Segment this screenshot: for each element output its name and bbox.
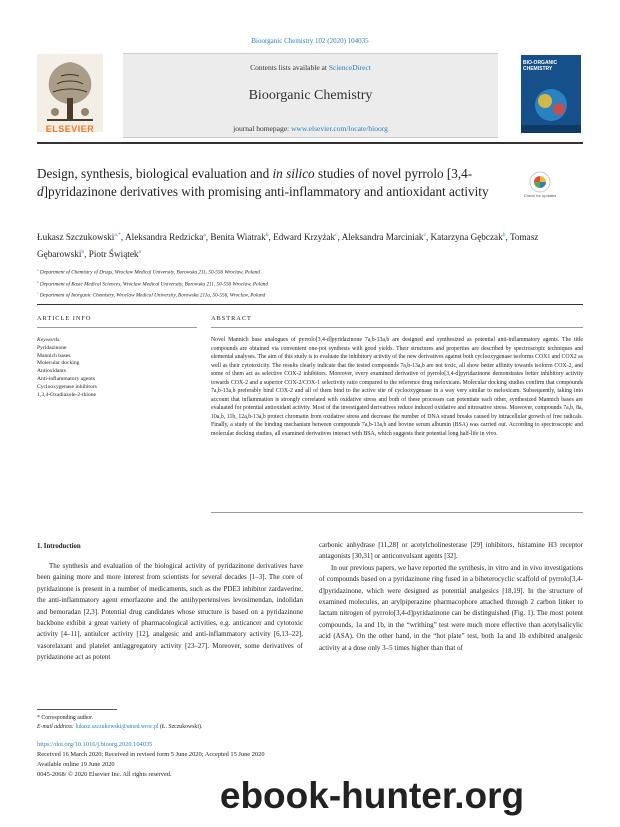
author-affiliation-marker[interactable]: c [423, 232, 426, 238]
author-name: Benita Wiatrak [210, 232, 266, 243]
journal-name: Bioorganic Chemistry [248, 88, 373, 103]
author-affiliation-marker[interactable]: a [138, 249, 141, 256]
abstract-bottom-rule [211, 512, 583, 513]
elsevier-wordmark: ELSEVIER [45, 124, 95, 134]
author-affiliation-marker[interactable]: b [81, 249, 85, 256]
check-for-updates-icon[interactable] [527, 170, 553, 206]
introduction-column-2 [319, 540, 583, 654]
author-name: Tomasz Gębarowski [37, 232, 539, 260]
copyright-line: 0045-2068/ © 2020 Elsevier Inc. All rights reserved. [37, 771, 172, 778]
author-name: Aleksandra Redzicka [125, 232, 204, 243]
author-name: Aleksandra Marciniak [341, 232, 424, 243]
contents-prefix: Contents lists available at [250, 63, 329, 72]
received-dates: Received 16 March 2020; Received in revised form 5 June 2020; Accepted 15 June 2020 [37, 751, 265, 758]
abstract-heading: ABSTRACT [211, 315, 252, 322]
affiliation-line [37, 278, 583, 290]
journal-reference[interactable]: Bioorganic Chemistry 102 (2020) 104035 [251, 37, 369, 45]
affiliation-marker: a [37, 268, 39, 272]
keyword-item: Mannich bases [37, 352, 71, 359]
email-link[interactable]: lukasz.szczukowski@umed.wroc.pl [75, 723, 159, 730]
keywords-block [37, 337, 197, 399]
abstract-text: Novel Mannich base analogues of pyrrolo[3,4-d]pyridazinone 7a,b-13a,b are designed and synthesized as potential anti-inflammatory agents. The title compounds are obtained via convenient one-pot synthesis with good yields. Their structures and properties are described by spectroscopic techniques and elemental analyses. The aim of this study is to evaluate the inhibitory activity of the new derivatives against both cyclooxygenase isoforms COX1 and COX2 as well as their cytotoxicity. The results clearly indicate that the tested compounds 7a,b-13a,b are not toxic, all show better affinity towards isoform COX-2, and some of them act as selective COX-2 inhibitors. Moreover, every examined derivative of pyrrolo[3,4-d]pyridazinone demonstrates better inhibitory activity towards COX-2 and a superior COX-2/COX-1 selectivity ratio compared to the reference drug meloxicam. Molecular docking studies confirm that compounds 7a,b-13a,b preferably bind COX-2 and all of them bind to the active site of cyclooxygenase in a way very similar to meloxicam. Subsequently, taking into account that inflammation is strongly correlated with oxidative stress and both of these processes can potentiate each other, synthesized Mannich bases are evaluated for potential antioxidant activity. Most of the investigated derivatives reduce induced oxidative and nitrosative stress. Moreover, compounds 7a,b, 8a, 10a,b, 11b, 12a,b-13a,b protect chromatin from oxidative stress and decrease the number of DNA strand breaks caused by intracellular growth of free radicals. Finally, a study of the binding mechanism between compounds 7a,b-13a,b and bovine serum albumin (BSA) was carried out. According to spectroscopic and molecular docking studies, all examined derivatives interact with BSA, which suggests their potential long half-life in vivo. [211, 337, 583, 437]
check-for-updates-label: Check for updates [523, 193, 557, 198]
intro-paragraph: In our previous papers, we have reported the synthesis, in vitro and in vivo investigations of compounds based on a pyridazinone ring fused in a biheterocyclic scaffold of pyrrolo[3,4-d]pyridazinone, which were designed as potential analgesics [18,19]. In the structure of examined molecules, an arylpiperazine pharmacophore attached through 2 carbon linker to lactam nitrogen of pyrrolo[3,4-d]pyridazinone can be distinguished (Fig. 1). The most potent compounds, 1a and 1b, in the “writhing” test were much more effective than acetylsalicylic acid (ASA). On the other hand, in the “hot plate” test, both 1a and 1b exhibited analgesic activity at a dose only 3–5 times higher than that of [319, 563, 583, 652]
keyword-item: Cyclooxygenase inhibitors [37, 383, 97, 390]
intro-paragraph: carbonic anhydrase [11,28] or acetylcholinesterase [29] inhibitors, histamine H3 receptor antagonists [30,31] or anticonvulsant agents [32]. [319, 541, 583, 561]
author-name: Łukasz Szczukowski [37, 232, 115, 243]
homepage-link[interactable]: www.elsevier.com/locate/bioorg [291, 124, 388, 133]
author-name: Katarzyna Gębczak [430, 232, 503, 243]
author-affiliation-marker[interactable]: a [203, 232, 206, 238]
contents-line [123, 63, 498, 72]
author-name: Piotr Świątek [88, 249, 139, 260]
author-list: Łukasz Szczukowski$^{a,*}$, Aleksandra Redzicka$^a$, Benita Wiatrak$^b$, Edward Krzyżak$^c$, Aleksandra Marciniak$^c$, Katarzyna Gębczak$^b$, Tomasz Gębarowski$^b$, Piotr Świątek$^a$ [37, 232, 539, 260]
intro-paragraph: The synthesis and evaluation of the biological activity of pyridazinone derivatives have been gaining more and more interest from scientists for several decades [1–3]. The core of pyridazinone is present in a number of medicaments, such as the PDE3 inhibitor zardaverine, the anti-inflammatory agent emorfazone and the antihypertensives levosimendan, indolidan and bemoradan [2,3]. Potential drug candidates whose structure is based on a pyridazinone backbone exhibit a great variety of pharmacological activities, e.g. anticancer and cytotoxic activity [4–11], antiulcer activity [12], analgesic and anti-inflammatory activity [6,13–22], vasorelaxant and platelet antiaggregatory activity [23–27]. Moreover, some derivatives of pyridazinone act as potent [37, 562, 303, 662]
homepage-prefix: journal homepage: [233, 124, 292, 133]
author-affiliation-marker[interactable]: c [335, 232, 338, 238]
author-affiliation-marker[interactable]: a,* [114, 232, 121, 238]
keyword-item: Pyridazinone [37, 344, 67, 351]
abstract-rule [211, 327, 583, 328]
affiliation-text: Department of Chemistry of Drugs, Wroclaw Medical University, Borowska 211, 50-556 Wroclaw, Poland [38, 269, 260, 276]
title-italic: in silico [272, 166, 315, 181]
homepage-line [123, 124, 498, 133]
author-affiliation-marker[interactable]: b [502, 232, 506, 238]
title-part: studies of novel pyrrolo [3,4- [314, 166, 473, 181]
keywords-list [37, 345, 197, 400]
introduction-column-1 [37, 561, 303, 664]
author-affiliation-marker[interactable]: b [265, 232, 269, 238]
affiliation-line [37, 266, 583, 278]
elsevier-tree-logo-icon [37, 54, 103, 132]
keywords-label: Keywords: [37, 337, 62, 343]
corresponding-author-footnote [37, 714, 437, 731]
email-suffix: (Ł. Szczukowski). [158, 723, 203, 730]
article-info-heading: ARTICLE INFO [37, 315, 92, 322]
watermark-text: ebook-hunter.org [219, 775, 525, 816]
affiliation-text: Department of Inorganic Chemistry, Wroclaw Medical University, Borowska 211a, 50-556, Wroclaw, Poland [38, 293, 266, 300]
cover-title: BIO-ORGANIC CHEMISTRY [523, 60, 558, 72]
email-label: E-mail address: [37, 723, 76, 730]
keyword-item: Anti-inflammatory agents [37, 375, 95, 382]
article-title [37, 165, 507, 201]
affiliation-line [37, 289, 583, 301]
header-rule [37, 142, 583, 144]
article-info-rule [37, 327, 197, 328]
affiliation-text: Department of Basic Medical Sciences, Wroclaw Medical University, Borowska 211, 50-556 Wroclaw, Poland [38, 281, 268, 288]
keyword-item: Antioxidants [37, 368, 66, 375]
section-rule [37, 304, 583, 305]
sciencedirect-link[interactable]: ScienceDirect [328, 63, 371, 72]
affiliation-marker: b [37, 279, 39, 284]
online-date: Available online 19 June 2020 [37, 761, 115, 768]
footnote-rule [37, 709, 117, 710]
corresponding-label: * Corresponding author. [37, 715, 94, 721]
title-part: ]pyridazinone derivatives with promising anti-inflammatory and antioxidant activity [43, 184, 489, 199]
title-italic: d [37, 184, 44, 199]
title-part: Design, synthesis, biological evaluation and [37, 166, 273, 181]
keyword-item: 1,3,4-Oxadiazole-2-thione [37, 391, 97, 398]
affiliation-list [37, 266, 583, 301]
doi-link[interactable]: https://doi.org/10.1016/j.bioorg.2020.104035 [37, 741, 153, 748]
keyword-item: Molecular docking [37, 360, 80, 367]
introduction-heading: 1. Introduction [37, 543, 81, 550]
affiliation-marker: c [37, 291, 39, 296]
author-name: Edward Krzyżak [273, 232, 336, 243]
